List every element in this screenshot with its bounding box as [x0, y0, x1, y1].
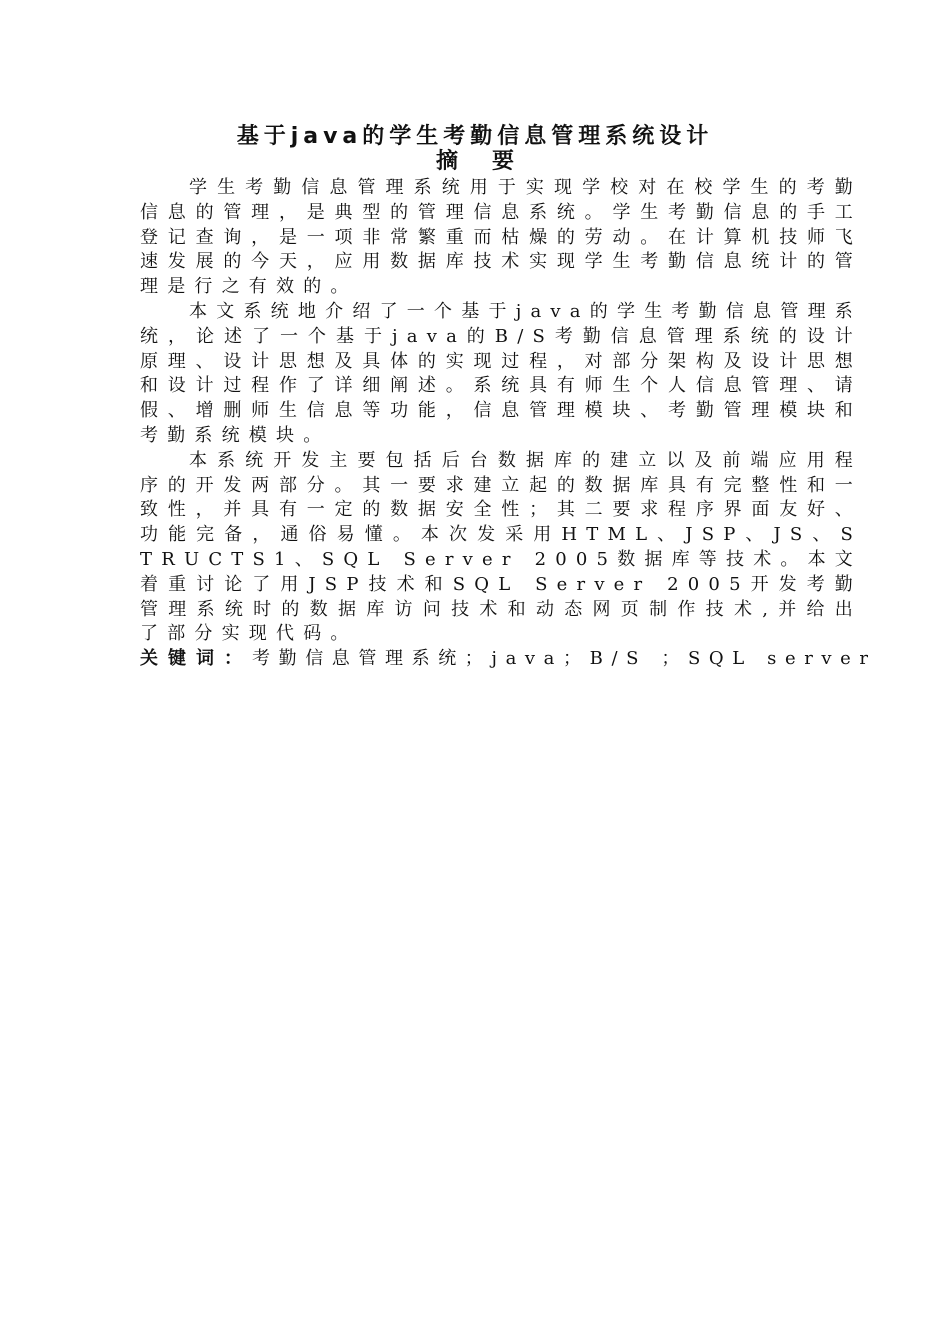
keywords-label: 关键词：	[140, 648, 252, 670]
abstract-paragraph-3: 本系统开发主要包括后台数据库的建立以及前端应用程序的开发两部分。其一要求建立起的数据库具有完整性和一致性，并具有一定的数据安全性；其二要求程序界面友好、功能完备，通俗易懂。本次发采用HTML、JSP、JS、STRUCTS1、SQL Server 2005数据库等技术。本文着重讨论了用JSP技术和SQL Server 2005开发考勤管理系统时的数据库访问技术和动态网页制作技术,并给出了部分实现代码。	[140, 449, 862, 645]
abstract-paragraph-1: 学生考勤信息管理系统用于实现学校对在校学生的考勤信息的管理，是典型的管理信息系统。学生考勤信息的手工登记查询，是一项非常繁重而枯燥的劳动。在计算机技师飞速发展的今天，应用数据库技术实现学生考勤信息统计的管理是行之有效的。	[140, 177, 862, 298]
abstract-paragraph-2: 本文系统地介绍了一个基于java的学生考勤信息管理系统，论述了一个基于java的B/S考勤信息管理系统的设计原理、设计思想及具体的实现过程，对部分架构及设计思想和设计过程作了详细阐述。系统具有师生个人信息管理、请假、增删师生信息等功能，信息管理模块、考勤管理模块和考勤系统模块。	[140, 300, 862, 446]
document-title: 基于java的学生考勤信息管理系统设计	[236, 124, 714, 149]
abstract-body	[140, 176, 877, 672]
abstract-heading: 摘要	[435, 149, 548, 174]
keywords-text: 考勤信息管理系统；java；B/S ；SQL server	[252, 648, 877, 670]
keywords-line	[140, 647, 877, 672]
